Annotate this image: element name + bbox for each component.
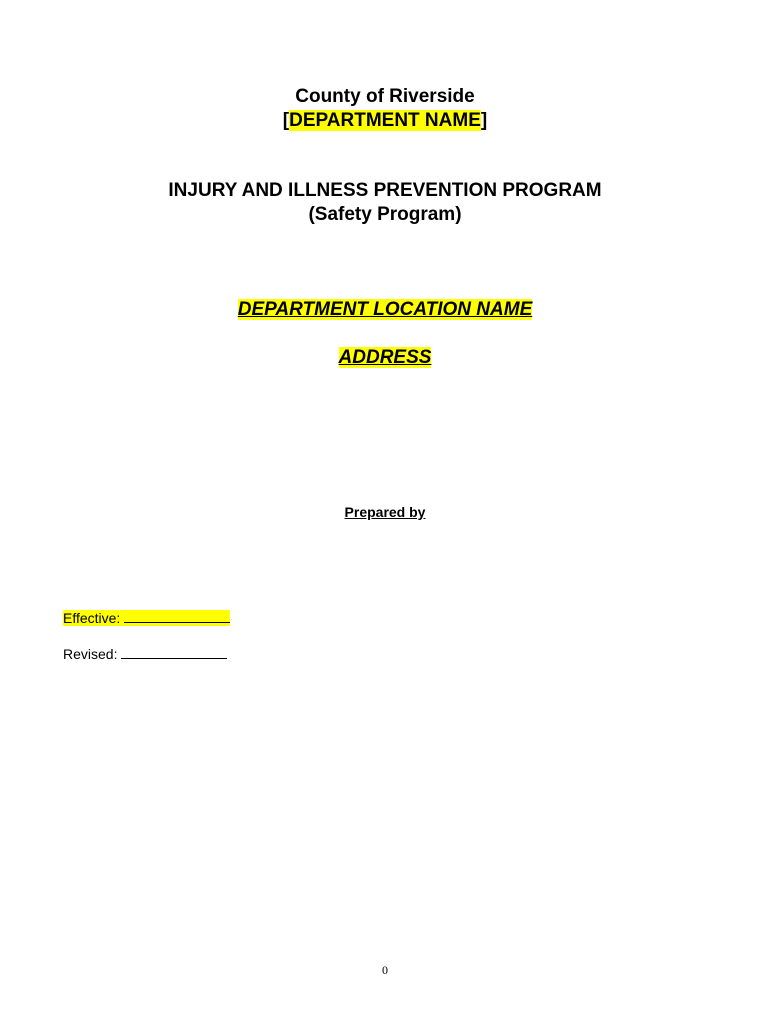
prepared-by-line xyxy=(0,503,770,521)
bracket-close: ] xyxy=(480,110,488,131)
department-name-line xyxy=(0,109,770,133)
effective-date-blank[interactable] xyxy=(124,610,230,623)
county-title xyxy=(0,85,770,109)
program-subtitle xyxy=(0,203,770,227)
effective-date-highlight xyxy=(63,610,230,626)
program-subtitle-text: (Safety Program) xyxy=(308,204,462,225)
bracket-open: [ xyxy=(282,110,290,131)
department-name-placeholder: DEPARTMENT NAME xyxy=(289,110,481,131)
effective-label: Effective: xyxy=(63,610,121,626)
location-name-placeholder: DEPARTMENT LOCATION NAME xyxy=(237,299,533,320)
address-placeholder: ADDRESS xyxy=(338,347,432,368)
address-line xyxy=(0,346,770,370)
effective-date-line xyxy=(63,609,230,627)
program-title-text: INJURY AND ILLNESS PREVENTION PROGRAM xyxy=(168,180,602,201)
program-title xyxy=(0,179,770,203)
county-name: County of Riverside xyxy=(295,86,475,107)
revised-date-line xyxy=(63,645,227,663)
revised-label: Revised: xyxy=(63,646,118,662)
page-number: 0 xyxy=(382,963,388,977)
prepared-by-label: Prepared by xyxy=(344,504,426,520)
location-name-line xyxy=(0,298,770,322)
revised-date-blank[interactable] xyxy=(121,646,227,659)
